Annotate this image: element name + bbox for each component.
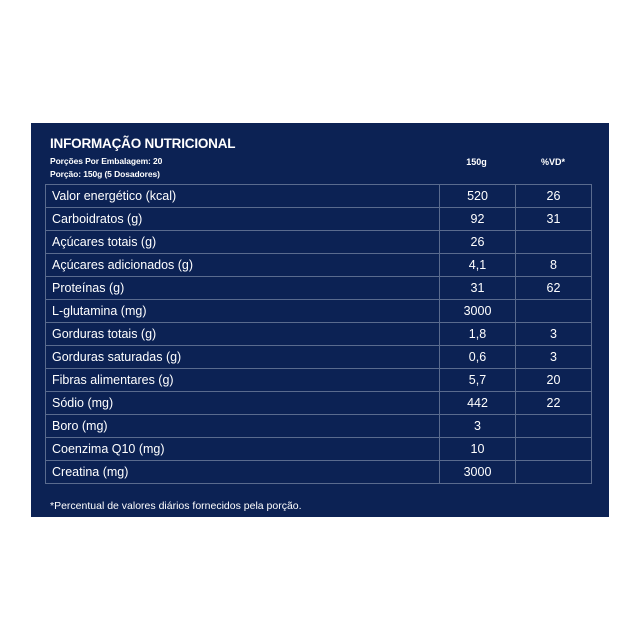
nutrient-daily-value: 3 [516,346,592,369]
nutrient-amount: 3000 [440,461,516,484]
nutrient-label: Açúcares adicionados (g) [46,254,440,277]
nutrition-facts-panel [31,123,609,517]
nutrient-label: Carboidratos (g) [46,208,440,231]
column-header-amount: 150g [466,157,487,167]
nutrient-daily-value [516,438,592,461]
nutrient-daily-value [516,415,592,438]
table-row [46,300,592,323]
nutrient-label: Gorduras totais (g) [46,323,440,346]
table-row [46,185,592,208]
table-row [46,392,592,415]
nutrient-daily-value: 31 [516,208,592,231]
nutrient-amount: 0,6 [440,346,516,369]
nutrient-label: Creatina (mg) [46,461,440,484]
nutrient-amount: 520 [440,185,516,208]
nutrient-amount: 31 [440,277,516,300]
nutrient-amount: 10 [440,438,516,461]
nutrient-daily-value: 26 [516,185,592,208]
nutrient-daily-value: 62 [516,277,592,300]
nutrient-amount: 3000 [440,300,516,323]
nutrient-amount: 5,7 [440,369,516,392]
nutrient-amount: 92 [440,208,516,231]
nutrient-label: Gorduras saturadas (g) [46,346,440,369]
serving-size: Porção: 150g (5 Dosadores) [50,169,160,179]
nutrient-label: Valor energético (kcal) [46,185,440,208]
table-row [46,231,592,254]
table-row [46,438,592,461]
nutrient-label: Fibras alimentares (g) [46,369,440,392]
nutrition-title: INFORMAÇÃO NUTRICIONAL [50,136,236,151]
table-row [46,208,592,231]
nutrient-daily-value: 8 [516,254,592,277]
nutrient-label: L-glutamina (mg) [46,300,440,323]
nutrient-daily-value: 22 [516,392,592,415]
nutrient-label: Boro (mg) [46,415,440,438]
servings-per-package: Porções Por Embalagem: 20 [50,156,163,166]
nutrient-label: Coenzima Q10 (mg) [46,438,440,461]
nutrient-daily-value: 20 [516,369,592,392]
nutrient-amount: 3 [440,415,516,438]
nutrient-amount: 4,1 [440,254,516,277]
nutrient-label: Açúcares totais (g) [46,231,440,254]
table-row [46,461,592,484]
nutrient-label: Proteínas (g) [46,277,440,300]
nutrient-label: Sódio (mg) [46,392,440,415]
footnote: *Percentual de valores diários fornecidos pela porção. [50,500,302,512]
nutrient-daily-value [516,231,592,254]
nutrient-amount: 26 [440,231,516,254]
nutrient-daily-value [516,300,592,323]
nutrient-daily-value: 3 [516,323,592,346]
table-row [46,277,592,300]
nutrient-daily-value [516,461,592,484]
column-header-daily-value: %VD* [540,157,565,167]
nutrition-table [45,184,592,484]
table-row [46,415,592,438]
nutrient-amount: 1,8 [440,323,516,346]
table-row [46,254,592,277]
table-row [46,346,592,369]
table-row [46,323,592,346]
table-row [46,369,592,392]
nutrient-amount: 442 [440,392,516,415]
